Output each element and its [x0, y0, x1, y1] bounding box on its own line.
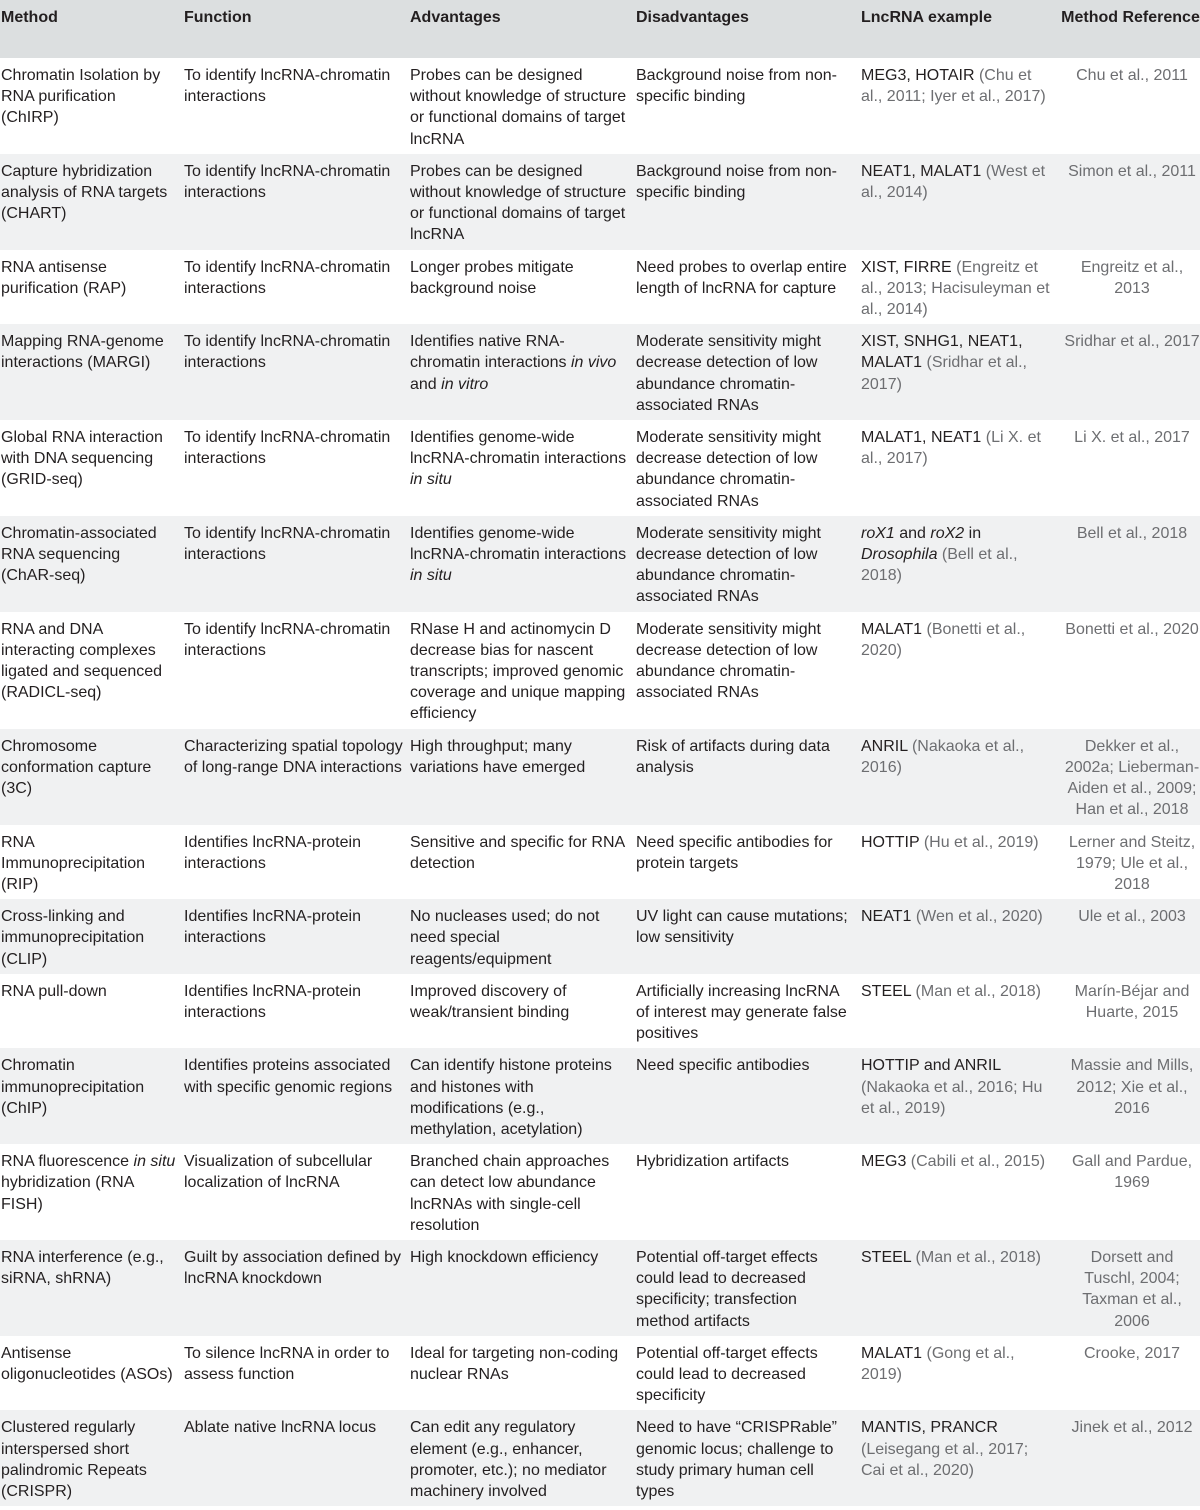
- advantages-italic: in vivo: [570, 354, 617, 372]
- cell-function: To silence lncRNA in order to assess function: [184, 1344, 390, 1383]
- cell-example: [860, 1240, 1060, 1336]
- cell-disadvantages: Artificially increasing lncRNA of interest may generate false positives: [636, 982, 847, 1043]
- cell-method: Capture hybridization analysis of RNA targets (CHART): [1, 162, 168, 223]
- method-text: hybridization (RNA FISH): [1, 1174, 134, 1213]
- cell-disadvantages: Need specific antibodies: [636, 1057, 810, 1075]
- advantages-italic: in situ: [410, 567, 452, 585]
- example-citation: (Hu et al., 2019): [919, 833, 1039, 851]
- cell-reference: Engreitz et al., 2013: [1080, 258, 1184, 297]
- example-citation: (Gong et al., 2019): [861, 1344, 1015, 1383]
- example-citation: (Man et al., 2018): [911, 1248, 1041, 1266]
- cell-reference: Simon et al., 2011: [1068, 162, 1196, 180]
- advantages-joiner: and: [410, 375, 442, 393]
- cell-example: [860, 58, 1060, 154]
- example-name: MALAT1: [861, 620, 923, 638]
- cell-example: [860, 825, 1060, 900]
- cell-advantages: Branched chain approaches can detect low abundance lncRNAs with single-cell resolution: [410, 1153, 610, 1234]
- cell-function: Visualization of subcellular localization of lncRNA: [184, 1153, 373, 1192]
- cell-method: Chromosome conformation capture (3C): [1, 737, 152, 798]
- cell-advantages: Probes can be designed without knowledge of structure or functional domains of target lncRNA: [410, 67, 627, 148]
- table-header: [0, 0, 1200, 58]
- example-name: STEEL: [861, 1248, 912, 1266]
- cell-method: Chromatin-associated RNA sequencing (ChAR-seq): [1, 524, 157, 585]
- cell-example: [860, 1336, 1060, 1411]
- cell-method: Clustered regularly interspersed short palindromic Repeats (CRISPR): [1, 1419, 147, 1500]
- example-name: NEAT1: [861, 908, 912, 926]
- example-name: HOTTIP: [861, 833, 920, 851]
- example-citation: (Leisegang et al., 2017; Cai et al., 2020): [861, 1440, 1029, 1479]
- cell-method: RNA pull-down: [1, 982, 107, 1000]
- cell-disadvantages: UV light can cause mutations; low sensitivity: [636, 908, 848, 947]
- cell-reference: Gall and Pardue, 1969: [1071, 1153, 1193, 1192]
- table-row: [0, 974, 1200, 1049]
- advantages-text: Identifies genome-wide lncRNA-chromatin interactions: [410, 429, 627, 468]
- table-row: [0, 825, 1200, 900]
- cell-disadvantages: Need probes to overlap entire length of lncRNA for capture: [636, 258, 847, 297]
- cell-advantages: RNase H and actinomycin D decrease bias for nascent transcripts; improved genomic coverage and unique mapping efficiency: [410, 620, 626, 723]
- example-name: XIST, SNHG1, NEAT1, MALAT1: [861, 333, 1023, 372]
- cell-reference: Bell et al., 2018: [1076, 524, 1188, 542]
- cell-function: To identify lncRNA-chromatin interactions: [184, 333, 391, 372]
- advantages-italic: in vitro: [441, 375, 489, 393]
- advantages-text: Identifies native RNA-chromatin interactions: [410, 333, 567, 372]
- cell-advantages: [409, 516, 635, 612]
- cell-method: RNA Immunoprecipitation (RIP): [1, 833, 146, 893]
- cell-function: Identifies lncRNA-protein interactions: [184, 982, 361, 1021]
- cell-method: RNA and DNA interacting complexes ligated and sequenced (RADICL-seq): [1, 620, 163, 702]
- cell-reference: Bonetti et al., 2020: [1065, 620, 1199, 638]
- table-row: [0, 1336, 1200, 1411]
- cell-example: [860, 1048, 1060, 1144]
- cell-example: [860, 1144, 1060, 1240]
- cell-disadvantages: Moderate sensitivity might decrease detection of low abundance chromatin-associated RNAs: [636, 524, 821, 606]
- table-row: [0, 612, 1200, 729]
- cell-advantages: [409, 420, 635, 516]
- cell-function: To identify lncRNA-chromatin interactions: [184, 429, 391, 468]
- header-method-reference: Method Reference: [1061, 9, 1200, 26]
- table-row: [0, 324, 1200, 420]
- example-citation: (Bonetti et al., 2020): [861, 620, 1026, 659]
- cell-reference: Crooke, 2017: [1083, 1344, 1181, 1362]
- example-citation: (Nakaoka et al., 2016): [861, 737, 1025, 776]
- cell-advantages: High knockdown efficiency: [410, 1248, 599, 1266]
- header-row: [0, 0, 1200, 58]
- example-name: XIST, FIRRE: [861, 258, 952, 276]
- example-citation: (Engreitz et al., 2013; Hacisuleyman et al., 2014): [861, 258, 1050, 319]
- cell-function: Characterizing spatial topology of long-range DNA interactions: [184, 737, 403, 776]
- cell-function: To identify lncRNA-chromatin interactions: [184, 524, 391, 564]
- advantages-italic: in situ: [410, 471, 452, 489]
- cell-disadvantages: Potential off-target effects could lead to decreased specificity; transfection method artifacts: [636, 1248, 818, 1330]
- cell-function: To identify lncRNA-chromatin interactions: [184, 67, 391, 106]
- cell-reference: Lerner and Steitz, 1979; Ule et al., 2018: [1068, 833, 1196, 893]
- cell-advantages: [409, 324, 635, 420]
- table-row: [0, 58, 1200, 154]
- cell-example: [860, 324, 1060, 420]
- cell-advantages: High throughput; many variations have emerged: [410, 737, 586, 776]
- example-name: HOTTIP and ANRIL: [861, 1057, 1001, 1075]
- cell-reference: Dekker et al., 2002a; Lieberman-Aiden et al., 2009; Han et al., 2018: [1064, 737, 1200, 819]
- cell-function: Identifies proteins associated with specific genomic regions: [184, 1057, 393, 1096]
- header-function: Function: [184, 9, 252, 26]
- header-advantages: Advantages: [410, 9, 501, 26]
- cell-example: [860, 1410, 1060, 1506]
- cell-function: To identify lncRNA-chromatin interactions: [184, 162, 391, 202]
- cell-disadvantages: Moderate sensitivity might decrease detection of low abundance chromatin-associated RNAs: [636, 333, 821, 414]
- cell-reference: Massie and Mills, 2012; Xie et al., 2016: [1070, 1057, 1194, 1117]
- cell-example: [860, 250, 1060, 325]
- cell-advantages: Probes can be designed without knowledge of structure or functional domains of target lncRNA: [410, 162, 627, 244]
- header-lncrna-example: LncRNA example: [861, 9, 992, 26]
- cell-function: To identify lncRNA-chromatin interactions: [184, 258, 391, 297]
- cell-disadvantages: Background noise from non-specific binding: [636, 67, 837, 106]
- example-italic: roX1: [861, 524, 895, 542]
- table-row: [0, 250, 1200, 325]
- example-name: ANRIL: [861, 737, 908, 755]
- cell-reference: Jinek et al., 2012: [1071, 1419, 1193, 1437]
- cell-method: Mapping RNA-genome interactions (MARGI): [1, 333, 164, 372]
- cell-advantages: Longer probes mitigate background noise: [410, 258, 574, 297]
- cell-example: [860, 516, 1060, 612]
- example-citation: (Nakaoka et al., 2016; Hu et al., 2019): [861, 1078, 1043, 1117]
- table-row: [0, 1240, 1200, 1336]
- table-row: [0, 154, 1200, 250]
- example-joiner: and: [894, 524, 931, 542]
- cell-reference: Sridhar et al., 2017: [1064, 333, 1200, 351]
- advantages-text: Identifies genome-wide lncRNA-chromatin interactions: [410, 524, 627, 564]
- cell-advantages: Sensitive and specific for RNA detection: [410, 833, 625, 872]
- example-name: MEG3: [861, 1153, 907, 1171]
- example-citation: (Bell et al., 2018): [861, 546, 1018, 585]
- cell-example: [860, 612, 1060, 729]
- cell-method: Global RNA interaction with DNA sequencing (GRID-seq): [1, 429, 163, 489]
- table-row: [0, 899, 1200, 974]
- example-citation: (Sridhar et al., 2017): [861, 354, 1027, 393]
- cell-example: [860, 974, 1060, 1049]
- table-row: [0, 420, 1200, 516]
- example-citation: (Wen et al., 2020): [911, 908, 1043, 926]
- example-citation: (West et al., 2014): [861, 162, 1046, 202]
- cell-advantages: Can identify histone proteins and histones with modifications (e.g., methylation, acetylation): [410, 1057, 612, 1138]
- cell-advantages: Ideal for targeting non-coding nuclear RNAs: [410, 1344, 619, 1383]
- table-row: [0, 729, 1200, 825]
- cell-reference: Li X. et al., 2017: [1074, 429, 1190, 447]
- example-name: MANTIS, PRANCR: [861, 1419, 998, 1437]
- table-row: [0, 516, 1200, 612]
- example-name: STEEL: [861, 982, 912, 1000]
- cell-disadvantages: Potential off-target effects could lead to decreased specificity: [636, 1344, 818, 1405]
- cell-disadvantages: Moderate sensitivity might decrease detection of low abundance chromatin-associated RNAs: [636, 620, 821, 702]
- example-name: MEG3, HOTAIR: [861, 67, 975, 84]
- example-italic: roX2: [930, 524, 965, 542]
- cell-example: [860, 899, 1060, 974]
- cell-disadvantages: Moderate sensitivity might decrease detection of low abundance chromatin-associated RNAs: [636, 429, 821, 510]
- cell-method: [0, 1144, 183, 1240]
- cell-advantages: Improved discovery of weak/transient binding: [410, 982, 570, 1021]
- cell-advantages: No nucleases used; do not need special reagents/equipment: [410, 908, 600, 968]
- cell-example: [860, 420, 1060, 516]
- example-name: NEAT1, MALAT1: [861, 162, 982, 180]
- cell-reference: Chu et al., 2011: [1076, 67, 1188, 84]
- cell-function: Guilt by association defined by lncRNA knockdown: [184, 1248, 402, 1288]
- header-method: Method: [1, 9, 58, 26]
- example-citation: (Cabili et al., 2015): [906, 1153, 1046, 1171]
- cell-method: Antisense oligonucleotides (ASOs): [1, 1344, 173, 1383]
- example-citation: (Chu et al., 2011; Iyer et al., 2017): [861, 67, 1046, 106]
- cell-method: Cross-linking and immunoprecipitation (CLIP): [1, 908, 145, 968]
- table-row: [0, 1048, 1200, 1144]
- example-joiner: in: [964, 524, 982, 542]
- table-body: [0, 58, 1200, 1506]
- header-disadvantages: Disadvantages: [636, 9, 749, 26]
- cell-example: [860, 729, 1060, 825]
- table-row: [0, 1144, 1200, 1240]
- cell-disadvantages: Need specific antibodies for protein targets: [636, 833, 833, 872]
- cell-function: Identifies lncRNA-protein interactions: [184, 908, 361, 947]
- cell-disadvantages: Background noise from non-specific binding: [636, 162, 837, 202]
- cell-disadvantages: Need to have “CRISPRable” genomic locus; challenge to study primary human cell types: [636, 1419, 837, 1500]
- example-name: MALAT1, NEAT1: [861, 429, 982, 447]
- cell-reference: Marín-Béjar and Huarte, 2015: [1074, 982, 1190, 1021]
- example-citation: (Li X. et al., 2017): [861, 429, 1041, 468]
- method-text: RNA fluorescence: [1, 1153, 134, 1171]
- cell-function: Ablate native lncRNA locus: [184, 1419, 377, 1437]
- cell-method: RNA antisense purification (RAP): [1, 258, 127, 297]
- cell-reference: Ule et al., 2003: [1078, 908, 1186, 926]
- cell-function: To identify lncRNA-chromatin interactions: [184, 620, 391, 659]
- cell-function: Identifies lncRNA-protein interactions: [184, 833, 361, 872]
- cell-disadvantages: Risk of artifacts during data analysis: [636, 737, 830, 776]
- example-citation: (Man et al., 2018): [911, 982, 1041, 1000]
- example-italic: Drosophila: [861, 546, 938, 564]
- table-row: [0, 1410, 1200, 1506]
- cell-method: Chromatin Isolation by RNA purification (ChIRP): [1, 67, 161, 127]
- cell-disadvantages: Hybridization artifacts: [636, 1153, 789, 1171]
- cell-reference: Dorsett and Tuschl, 2004; Taxman et al., 2006: [1082, 1248, 1182, 1330]
- method-italic: in situ: [133, 1153, 176, 1171]
- cell-example: [860, 154, 1060, 250]
- cell-advantages: Can edit any regulatory element (e.g., enhancer, promoter, etc.); no mediator machinery involved: [410, 1419, 607, 1500]
- cell-method: RNA interference (e.g., siRNA, shRNA): [1, 1248, 164, 1288]
- example-name: MALAT1: [861, 1344, 923, 1362]
- cell-method: Chromatin immunoprecipitation (ChIP): [1, 1057, 145, 1117]
